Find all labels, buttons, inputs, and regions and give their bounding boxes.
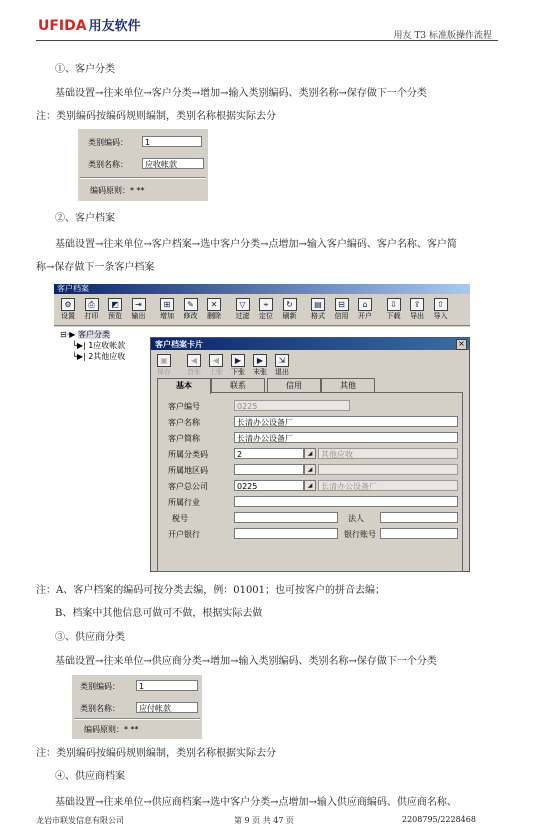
account-icon: ⌂ <box>358 298 372 311</box>
customer-code-label: 客户编号 <box>168 402 200 411</box>
customer-abbr-input[interactable]: 长清办公设备厂 <box>234 432 458 443</box>
toolbar <box>54 295 470 326</box>
note-customer-class: 注：类别编码按编码规则编制，类别名称根据实际去分 <box>36 111 276 122</box>
toolbar-button-label: 修改 <box>183 312 198 320</box>
step-customer-class: 基础设置→往来单位→客户分类→增加→输入类别编码、类别名称→保存做下一个分类 <box>55 88 427 99</box>
export-doc-icon: ⇪ <box>410 298 424 311</box>
card-nav-label: 退出 <box>275 368 289 376</box>
export-icon: ⇥ <box>132 298 146 311</box>
region-code-field[interactable] <box>234 464 304 475</box>
tax-id-label: 税号 <box>172 514 188 523</box>
card-nav-button-2[interactable] <box>205 353 227 377</box>
footer-phone: 2208795/2228468 <box>402 815 476 824</box>
class-name-label: 类别名称： <box>88 160 128 169</box>
toolbar-button-7[interactable] <box>232 297 254 321</box>
toolbar-button-label: 格式 <box>311 312 325 320</box>
credit-icon: ⊟ <box>335 298 349 311</box>
filter-icon: ▽ <box>236 298 250 311</box>
region-code-label: 所属地区码 <box>168 466 208 475</box>
supplier-class-code-input[interactable]: 1 <box>136 680 198 691</box>
customer-abbr-label: 客户简称 <box>168 434 200 443</box>
legal-person-input[interactable] <box>380 512 458 523</box>
bank-input[interactable] <box>234 528 338 539</box>
industry-input[interactable] <box>234 496 458 507</box>
bank-label: 开户银行 <box>168 530 200 539</box>
toolbar-button-9[interactable] <box>279 297 301 321</box>
window-title: 客户档案 <box>57 284 89 293</box>
toolbar-button-11[interactable] <box>331 297 353 321</box>
refresh-icon: ↻ <box>283 298 297 311</box>
class-code-field[interactable]: 2 <box>234 448 304 459</box>
doc-title: 用友 T3 标准版操作流程 <box>393 31 492 41</box>
card-nav-button-0[interactable] <box>153 353 175 377</box>
customer-class-form <box>78 129 208 201</box>
supplier-class-name-label: 类别名称： <box>80 704 120 713</box>
toolbar-button-15[interactable] <box>430 297 452 321</box>
footer-page: 第 9 页 共 47 页 <box>234 816 294 825</box>
dropdown-arrow-icon[interactable]: ◢ <box>304 464 316 475</box>
parent-company-field[interactable]: 0225 <box>234 480 304 491</box>
card-nav-button-1[interactable] <box>183 353 205 377</box>
import-icon: ⇧ <box>434 298 448 311</box>
toolbar-button-6[interactable] <box>203 297 225 321</box>
last-icon: ▶ <box>253 354 267 367</box>
step-supplier-archive: 基础设置→往来单位→供应商档案→选中客户分类→点增加→输入供应商编码、供应商名称、 <box>55 797 457 808</box>
tree-expand-icon[interactable]: ⊟·▶ <box>60 330 78 339</box>
content-area <box>54 327 470 572</box>
class-desc-field: 其他应收 <box>318 448 458 459</box>
toolbar-button-label: 输出 <box>131 312 146 320</box>
tree-root-label: 客户分类 <box>77 330 110 339</box>
toolbar-button-label: 导出 <box>410 312 424 320</box>
customer-name-label: 客户名称 <box>168 418 200 427</box>
toolbar-button-label: 预览 <box>108 312 122 320</box>
window-titlebar <box>54 284 470 294</box>
class-code-label: 所属分类码 <box>168 450 208 459</box>
next-icon: ▶ <box>231 354 245 367</box>
parent-company-desc: 长清办公设备厂 <box>318 480 458 491</box>
toolbar-button-label: 导入 <box>433 312 448 320</box>
toolbar-button-13[interactable] <box>383 297 405 321</box>
card-nav-button-5[interactable] <box>271 353 293 377</box>
card-nav-label: 下张 <box>231 368 245 376</box>
customer-code-input[interactable]: 0225 <box>234 400 350 411</box>
dropdown-arrow-icon[interactable]: ◢ <box>304 448 316 459</box>
supplier-class-name-input[interactable]: 应付帐款 <box>136 702 198 713</box>
toolbar-button-12[interactable] <box>354 297 376 321</box>
toolbar-button-4[interactable] <box>156 297 178 321</box>
dropdown-arrow-icon[interactable]: ◢ <box>304 480 316 491</box>
tab-panel-basic <box>157 392 463 572</box>
toolbar-button-label: 信用 <box>334 312 349 320</box>
exit-icon: ⇲ <box>275 354 289 367</box>
toolbar-button-label: 删除 <box>207 312 221 320</box>
printer-icon: ⎙ <box>85 298 99 311</box>
gear-icon: ⚙ <box>61 298 75 311</box>
bank-account-label: 银行账号 <box>344 530 376 539</box>
toolbar-button-label: 过滤 <box>235 312 250 320</box>
add-icon: ⊞ <box>160 298 174 311</box>
tree-root[interactable] <box>60 329 110 340</box>
first-icon: ◀ <box>187 354 201 367</box>
step-supplier-class: 基础设置→往来单位→供应商分类→增加→输入类别编码、类别名称→保存做下一个分类 <box>55 656 437 667</box>
prev-icon: ◀ <box>209 354 223 367</box>
class-name-input[interactable]: 应收帐款 <box>142 158 204 169</box>
toolbar-button-3[interactable] <box>128 297 150 321</box>
tab-2[interactable]: 信用 <box>267 378 321 393</box>
region-desc-field <box>318 464 458 475</box>
close-icon[interactable]: × <box>456 339 467 350</box>
toolbar-button-label: 下载 <box>386 312 401 320</box>
toolbar-button-label: 开户 <box>358 312 372 320</box>
section-heading-customer-archive: ②、客户档案 <box>55 213 115 224</box>
delete-icon: ✕ <box>207 298 221 311</box>
tab-1[interactable]: 联系 <box>211 378 265 393</box>
section-heading-supplier-archive: ④、供应商档案 <box>55 771 125 782</box>
toolbar-button-label: 刷新 <box>282 312 297 320</box>
supplier-class-form <box>72 675 202 739</box>
toolbar-button-label: 定位 <box>259 312 273 320</box>
section-heading-customer-class: ①、客户分类 <box>55 64 115 75</box>
card-tabs <box>157 378 463 392</box>
tax-id-input[interactable] <box>234 512 338 523</box>
step-customer-archive-line1: 基础设置→往来单位→客户档案→选中客户分类→点增加→输入客户编码、客户名称、客户简 <box>55 239 457 250</box>
toolbar-button-label: 增加 <box>160 312 174 320</box>
note-customer-archive-b: B、档案中其他信息可做可不做，根据实际去做 <box>55 608 263 619</box>
toolbar-button-5[interactable] <box>180 297 202 321</box>
toolbar-button-14[interactable] <box>406 297 428 321</box>
note-customer-archive-a: 注：A、客户档案的编码可按分类去编，例：01001；也可按客户的拼音去编； <box>36 585 386 596</box>
ufida-logo: UFIDA 用友软件 <box>38 18 141 34</box>
card-nav-bar <box>151 351 469 375</box>
toolbar-button-label: 设置 <box>61 312 75 320</box>
edit-icon: ✎ <box>184 298 198 311</box>
form-divider <box>80 177 206 179</box>
card-nav-label: 末张 <box>253 368 267 376</box>
industry-label: 所属行业 <box>168 498 200 507</box>
legal-person-label: 法人 <box>348 514 364 523</box>
tab-0[interactable]: 基本 <box>157 378 211 394</box>
tree-item[interactable]: └▶| 2其他应收 <box>72 352 126 361</box>
toolbar-button-0[interactable] <box>57 297 79 321</box>
section-heading-supplier-class: ③、供应商分类 <box>55 632 125 643</box>
header-divider <box>36 40 498 41</box>
preview-icon: ◩ <box>108 298 122 311</box>
toolbar-button-10[interactable] <box>307 297 329 321</box>
format-icon: ▤ <box>311 298 325 311</box>
tree-item[interactable]: └▶| 1应收帐款 <box>72 341 126 350</box>
note-supplier-class: 注：类别编码按编码规则编制，类别名称根据实际去分 <box>36 748 276 759</box>
customer-card-dialog <box>150 337 470 572</box>
toolbar-button-8[interactable] <box>255 297 277 321</box>
parent-company-label: 客户总公司 <box>168 482 208 491</box>
locate-icon: ⌖ <box>259 298 273 311</box>
card-nav-label: 首张 <box>187 368 201 376</box>
download-icon: ⇩ <box>387 298 401 311</box>
card-nav-button-4[interactable] <box>249 353 271 377</box>
toolbar-button-2[interactable] <box>104 297 126 321</box>
step-customer-archive-line2: 称→保存做下一条客户档案 <box>36 262 155 273</box>
supplier-coding-rule-label: 编码原则：* ** <box>84 725 139 734</box>
tab-3[interactable]: 其他 <box>321 378 375 393</box>
form-divider <box>74 718 200 720</box>
card-nav-label: 上张 <box>209 368 223 376</box>
class-code-input[interactable]: 1 <box>142 136 202 147</box>
toolbar-button-1[interactable] <box>81 297 103 321</box>
coding-rule-label: 编码原则：* ** <box>90 186 145 195</box>
dialog-titlebar <box>151 338 469 350</box>
card-nav-button-3[interactable] <box>227 353 249 377</box>
save-icon: ▣ <box>157 354 171 367</box>
supplier-class-code-label: 类别编码： <box>80 682 120 691</box>
customer-name-input[interactable]: 长清办公设备厂 <box>234 416 458 427</box>
bank-account-input[interactable] <box>380 528 458 539</box>
toolbar-button-label: 打印 <box>84 312 99 320</box>
customer-archive-window <box>54 284 470 572</box>
card-nav-label: 保存 <box>157 368 171 376</box>
class-code-label: 类别编码： <box>88 138 128 147</box>
footer-company: 龙岩市联发信息有限公司 <box>36 816 124 825</box>
dialog-title: 客户档案卡片 <box>155 340 203 349</box>
